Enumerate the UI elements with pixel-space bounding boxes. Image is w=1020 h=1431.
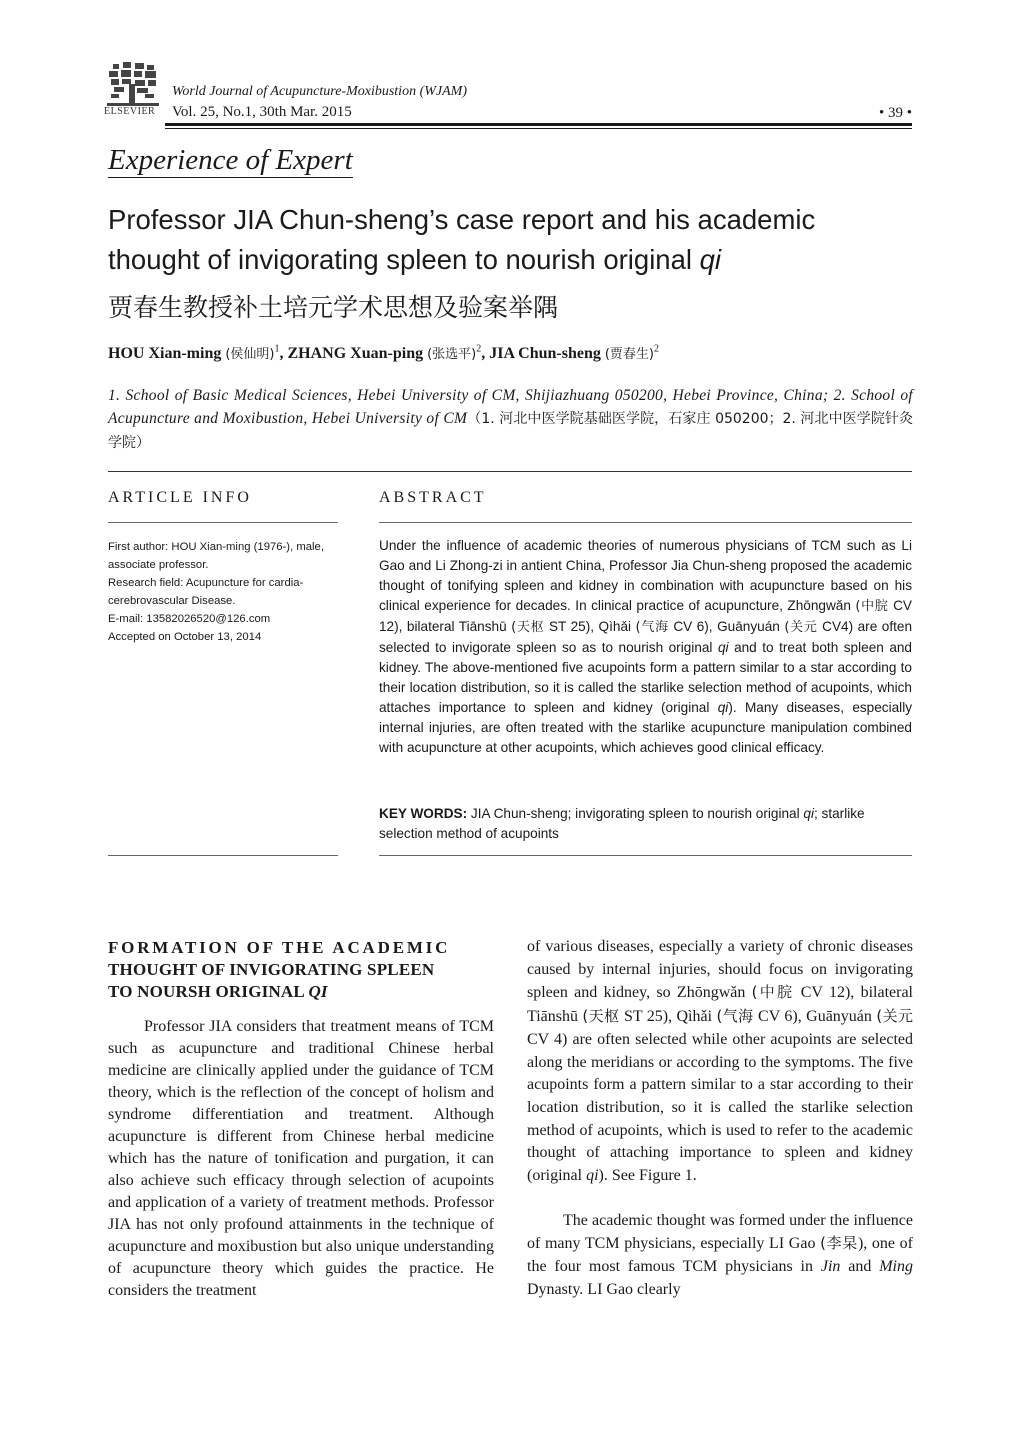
article-info-body — [108, 538, 348, 646]
abstract-text: ). Many diseases, especially internal injuries, are often treated with the starlike acupuncture manipulation combined with acupuncture at other acupoints, which achieves good clinical efficacy. — [379, 700, 913, 755]
abstract-text: ST 25), Qìhǎi — [544, 619, 636, 634]
abstract-cn: (气海 — [635, 620, 669, 635]
abstract-text: and to treat both spleen and kidney. The above-mentioned five acupoints form a pattern similar to a star according to their location distribution, so it is called the starlike selection method of acupoints, which attaches importance to spleen and kidney (original — [379, 640, 912, 715]
body-column-right — [527, 936, 913, 1302]
keywords-text: ; starlike selection method of acupoints — [379, 806, 865, 841]
author-affil-mark: 1 — [274, 343, 280, 355]
abstract-body — [379, 536, 912, 758]
abstract-heading: ABSTRACT — [379, 489, 487, 506]
body-cn: (李杲 — [820, 1234, 858, 1253]
keywords-text: JIA Chun-sheng; invigorating spleen to nourish original — [467, 806, 804, 821]
body-text: and — [840, 1258, 880, 1276]
body-text: CV 6), Guānyuán — [753, 1008, 877, 1026]
keywords-label: KEY WORDS: — [379, 806, 468, 821]
first-author-info: First author: HOU Xian-ming (1976-), male, associate professor. — [108, 541, 324, 571]
article-title-chinese: 贾春生教授补土培元学术思想及验案举隅 — [108, 293, 559, 322]
body-text: ), one of the four most famous TCM physicians in — [527, 1235, 914, 1276]
body-paragraph — [527, 936, 913, 1188]
author-name-cn: (侯仙明) — [225, 347, 275, 362]
header-rule-thin — [165, 128, 912, 129]
author-list — [108, 343, 659, 363]
body-column-left — [108, 1016, 494, 1302]
abstract-cn: (中脘 — [855, 599, 889, 614]
section-heading-line: THOUGHT OF INVIGORATING SPLEEN — [108, 960, 435, 979]
abstract-qi: qi — [717, 700, 729, 715]
body-text: CV 4) are often selected while other acupoints are selected along the meridians or according to the symptoms. The five acupoints form a pattern similar to a star according to their location distribution, so it is called the starlike selection method of acupoints, which is used to refer to the academic thought of attaching importance to spleen and kidney (original — [527, 1030, 913, 1185]
affiliation-cn: （1. 河北中医学院基础医学院，石家庄 050200；2. 河北中医学院针灸学院） — [108, 411, 913, 451]
body-qi: qi — [586, 1167, 599, 1185]
affiliations — [108, 384, 913, 455]
accepted-date: Accepted on October 13, 2014 — [108, 631, 262, 643]
divider — [379, 855, 912, 856]
email: E-mail: 13582026520@126.com — [108, 613, 271, 625]
title-line-1: Professor JIA Chun-sheng’s case report and his academic — [108, 204, 816, 235]
research-field: Research field: Acupuncture for cardia-cerebrovascular Disease. — [108, 577, 304, 607]
body-text: The academic thought was formed under the influence of many TCM physicians, especially LI Gao — [527, 1211, 913, 1253]
divider — [108, 471, 912, 472]
author-separator: , — [279, 345, 288, 362]
body-cn: (天枢 — [582, 1007, 620, 1026]
author-affil-mark: 2 — [654, 343, 660, 355]
abstract-text: CV 12), bilateral Tiānshū — [379, 598, 912, 634]
journal-title: World Journal of Acupuncture-Moxibustion (WJAM) — [172, 84, 467, 99]
body-cn: (气海 — [716, 1007, 754, 1026]
body-text: of various diseases, especially a variety of chronic diseases caused by internal injuries, should focus on invigorating spleen and kidney, so Zhōngwǎn — [527, 938, 913, 1002]
body-cn: (中脘 — [751, 983, 795, 1002]
abstract-qi: qi — [717, 640, 729, 655]
body-italic: Ming — [879, 1258, 913, 1276]
body-paragraph: Professor JIA considers that treatment means of TCM such as acupuncture and traditional Chinese herbal medicine are clinically applied under the guidance of TCM theory, which is the reflection of the concept of holism and syndrome differentiation and treatment. Although acupuncture is different from Chinese herbal medicine which has the nature of tonification and purgation, it can also achieve such efficacy through selection of acupoints and application of a variety of treatment methods. Professor JIA has not only profound attainments in the technique of acupuncture and moxibustion but also unique understanding of acupuncture theory which guides the practice. He considers the treatment — [108, 1018, 494, 1299]
author-name-cn: (贾春生) — [604, 347, 655, 362]
author-affil-mark: 2 — [476, 343, 482, 355]
abstract-cn: (关元 — [784, 620, 818, 635]
author-name: HOU Xian-ming — [108, 345, 222, 362]
author-separator: , — [481, 345, 490, 362]
page-number: • 39 • — [878, 105, 912, 121]
abstract-cn: (天枢 — [511, 620, 545, 635]
body-italic: Jin — [820, 1258, 841, 1276]
body-text: CV 12), bilateral Tiānshū — [527, 984, 914, 1026]
section-heading-qi: QI — [308, 982, 328, 1001]
title-qi: qi — [699, 244, 722, 275]
volume-info: Vol. 25, No.1, 30th Mar. 2015 — [172, 104, 352, 120]
abstract-text: Under the influence of academic theories of numerous physicians of TCM such as Li Gao and Li Zhong-zi in antient China, Professor Jia Chun-sheng proposed the academic thought of tonifying spleen and kidney in combination with acupuncture based on his clinical experience for decades. In clinical practice of acupuncture, Zhōngwǎn — [379, 538, 912, 613]
affiliation-en: 1. School of Basic Medical Sciences, Hebei University of CM, Shijiazhuang 050200, Hebei Province, China; 2. School of Acupuncture and Moxibustion, Hebei University of CM — [108, 387, 913, 427]
author-name: JIA Chun-sheng — [489, 345, 601, 362]
body-text: ). See Figure 1. — [598, 1167, 697, 1185]
section-heading-line: TO NOURSH ORIGINAL — [108, 982, 309, 1001]
section-heading — [108, 937, 494, 1003]
keywords-qi: qi — [803, 806, 814, 821]
abstract-text: CV 6), Guānyuán — [668, 619, 785, 634]
divider — [108, 522, 338, 523]
body-text: Dynasty. LI Gao clearly — [527, 1280, 681, 1298]
article-title — [108, 200, 928, 280]
author-name: ZHANG Xuan-ping — [287, 345, 424, 362]
divider — [108, 855, 338, 856]
title-line-2: thought of invigorating spleen to nourish original — [108, 244, 700, 275]
keywords — [379, 804, 912, 844]
elsevier-tree-logo — [107, 62, 159, 106]
section-heading-line: FORMATION OF THE ACADEMIC — [108, 938, 451, 957]
section-label: Experience of Expert — [108, 144, 353, 176]
author-name-cn: (张选平) — [427, 347, 477, 362]
body-paragraph — [527, 1210, 913, 1302]
abstract-text: CV4) are often selected to invigorate spleen so as to nourish original — [379, 619, 913, 655]
divider — [379, 522, 912, 523]
body-text: ST 25), Qìhǎi — [619, 1008, 717, 1026]
publisher-name: ELSEVIER — [104, 106, 156, 117]
header-rule-thick — [165, 123, 912, 126]
article-info-heading: ARTICLE INFO — [108, 489, 252, 506]
body-cn: (关元 — [876, 1007, 914, 1026]
